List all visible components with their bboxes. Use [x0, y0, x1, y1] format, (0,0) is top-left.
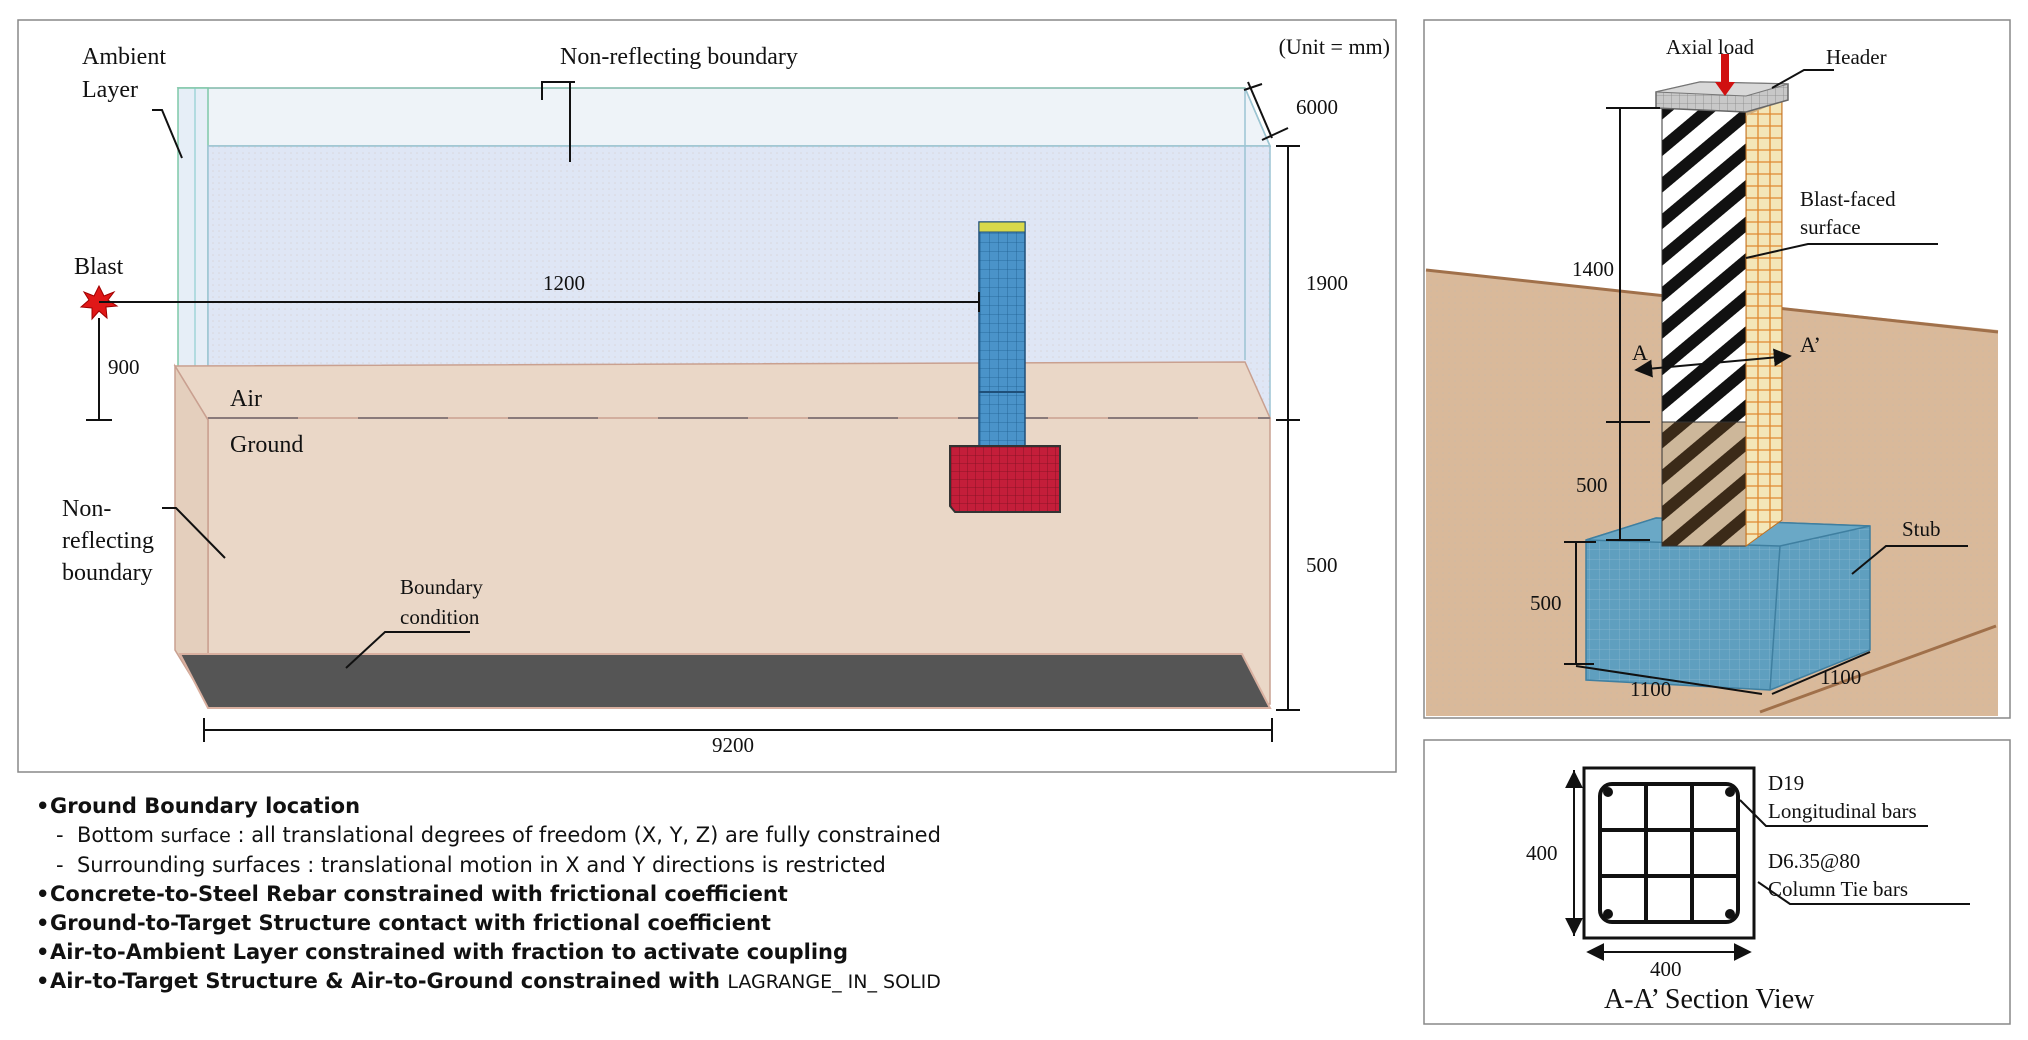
note-surrounding-surfaces: - Surrounding surfaces : translational motion in X and Y directions is restricted [56, 853, 886, 877]
blast-face-label-1: Blast-faced [1800, 187, 1896, 211]
top-boundary-label: Non-reflecting boundary [560, 44, 798, 70]
bottom-boundary-plate [180, 654, 1270, 708]
side-boundary-label-1: Non- [62, 496, 112, 522]
length-dim: 9200 [712, 733, 754, 757]
section-height-dim: 400 [1526, 841, 1558, 865]
note-contact: •Ground-to-Target Structure contact with frictional coefficient [36, 911, 771, 935]
section-detail-view [1424, 740, 2010, 1024]
ground-height-dim: 500 [1306, 553, 1338, 577]
note-bottom-surface: - Bottom surface : all translational degrees of freedom (X, Y, Z) are fully constrained [56, 823, 941, 847]
air-label: Air [230, 386, 262, 412]
side-boundary-label-3: boundary [62, 560, 153, 586]
longitudinal-code: D19 [1768, 771, 1805, 795]
note-rebar: •Concrete-to-Steel Rebar constrained with frictional coefficient [36, 882, 788, 906]
modeling-notes [36, 792, 1396, 997]
boundary-condition-label-1: Boundary [400, 575, 483, 599]
column-body [1662, 92, 1782, 546]
stub-height-dim: 500 [1530, 591, 1562, 615]
column-height-dim: 1400 [1572, 257, 1614, 281]
blast-label: Blast [74, 254, 124, 280]
depth-dim: 6000 [1296, 95, 1338, 119]
ground-label: Ground [230, 432, 304, 458]
boundary-condition-label-2: condition [400, 605, 480, 629]
axial-load-label: Axial load [1666, 35, 1755, 59]
note-ground-boundary: •Ground Boundary location [36, 794, 361, 818]
longitudinal-label: Longitudinal bars [1768, 799, 1917, 823]
blast-height-dim: 900 [108, 355, 140, 379]
section-a-prime-label: A’ [1800, 332, 1821, 357]
stub-width-dim-2: 1100 [1820, 665, 1862, 689]
ground-domain [175, 362, 1270, 704]
column-detail-view [1424, 20, 2010, 718]
side-boundary-label-2: reflecting [62, 528, 154, 554]
section-a-label: A [1632, 340, 1648, 365]
ambient-layer-label-1: Ambient [82, 44, 166, 70]
note-lagrange: •Air-to-Target Structure & Air-to-Ground constrained with LAGRANGE_ IN_ SOLID [36, 969, 941, 993]
section-title: A-A’ Section View [1604, 984, 1815, 1015]
column-lower-dim: 500 [1576, 473, 1608, 497]
tie-code: D6.35@80 [1768, 849, 1861, 873]
stub-label: Stub [1902, 517, 1941, 541]
header-label: Header [1826, 45, 1887, 69]
stub-width-dim-1: 1100 [1630, 677, 1672, 701]
note-coupling: •Air-to-Ambient Layer constrained with fraction to activate coupling [36, 940, 848, 964]
blast-face-label-2: surface [1800, 215, 1861, 239]
ambient-layer-label-2: Layer [82, 77, 138, 103]
section-width-dim: 400 [1650, 957, 1682, 981]
main-model-view [18, 20, 1396, 772]
air-height-dim: 1900 [1306, 271, 1348, 295]
tie-label: Column Tie bars [1768, 877, 1909, 901]
unit-note: (Unit = mm) [1278, 34, 1390, 59]
blast-distance-dim: 1200 [543, 271, 585, 295]
